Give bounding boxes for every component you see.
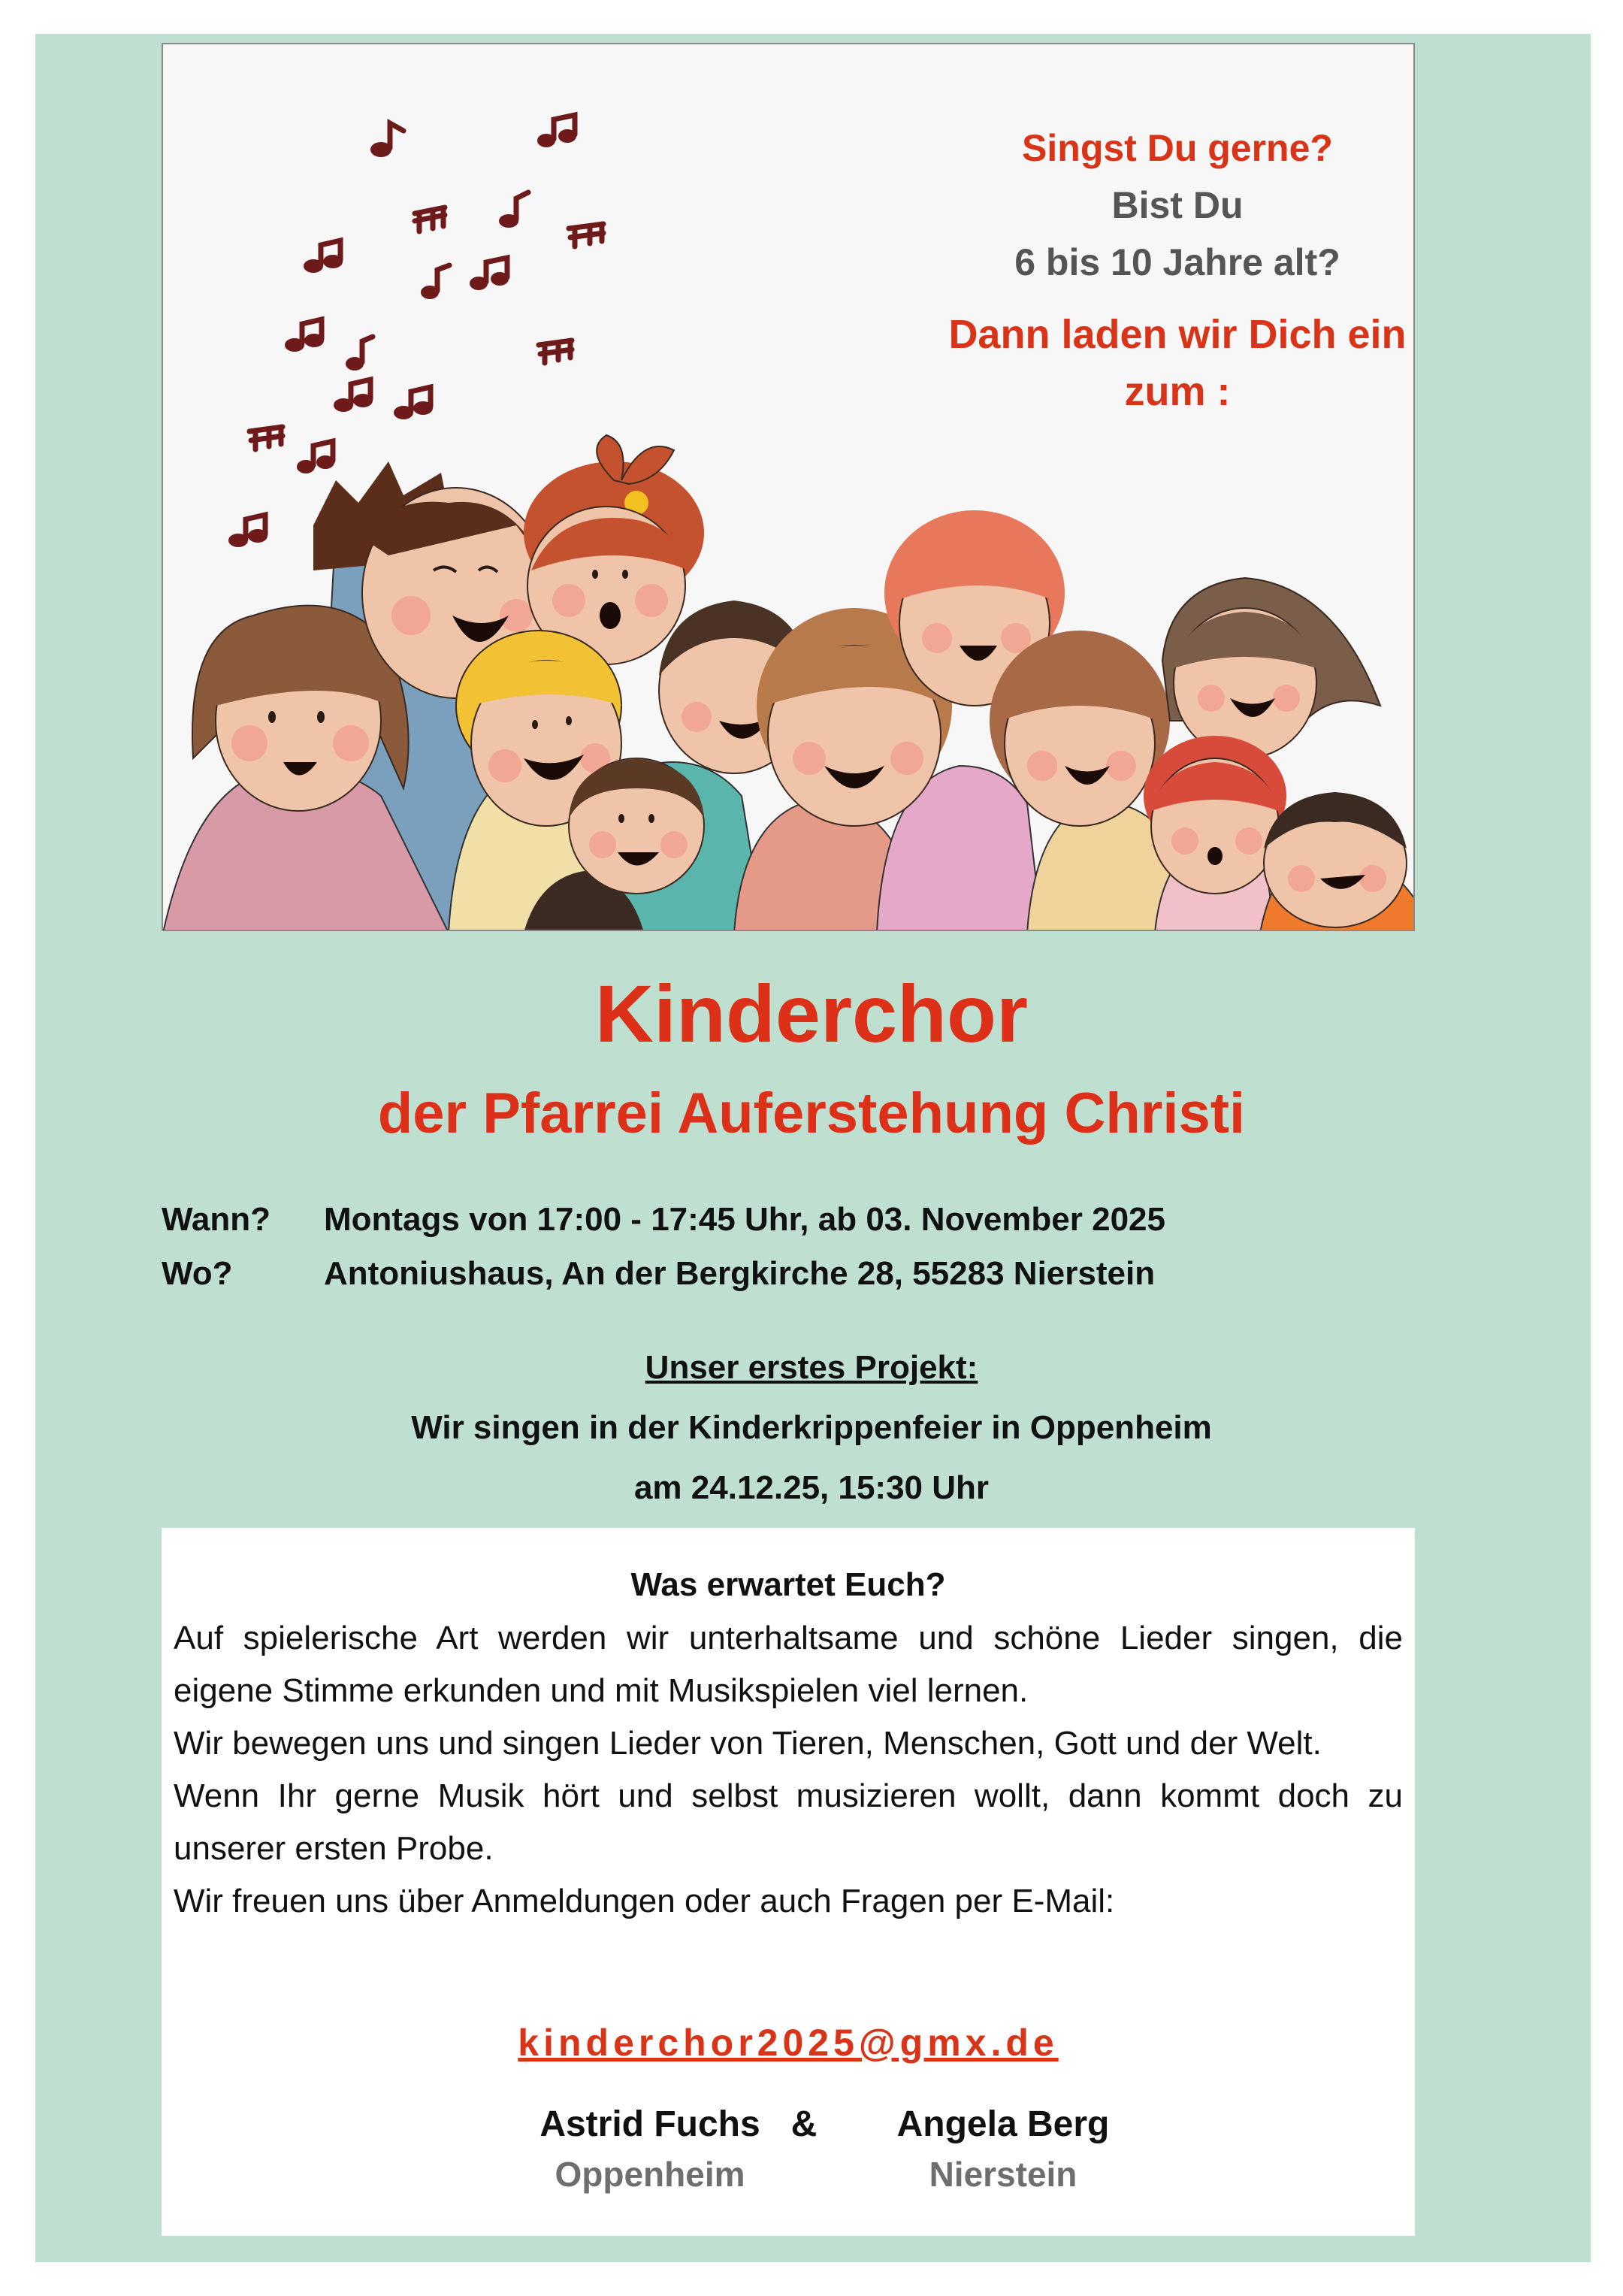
contact1-place: Oppenheim: [555, 2155, 745, 2194]
choir-illustration: [162, 43, 1415, 931]
project-line1: Wir singen in der Kinderkrippenfeier in Oppenheim: [411, 1409, 1212, 1446]
project-heading: Unser erstes Projekt:: [645, 1349, 978, 1386]
page-subtitle: der Pfarrei Auferstehung Christi: [377, 1081, 1246, 1145]
intro-age-line1: Bist Du: [1111, 184, 1244, 226]
info-box: [162, 1528, 1415, 2236]
intro-question: Singst Du gerne?: [1022, 127, 1333, 169]
when-value: Montags von 17:00 - 17:45 Uhr, ab 03. November 2025: [324, 1201, 1166, 1238]
where-label: Wo?: [162, 1255, 233, 1292]
intro-age-line2: 6 bis 10 Jahre alt?: [1014, 241, 1340, 283]
music-notes-decoration: [228, 115, 603, 547]
box-paragraph-1: Auf spielerische Art werden wir unterhaltsame und schöne Lieder singen, die eigene Stimme erkunden und mit Musikspielen viel lernen.: [174, 1620, 1403, 1709]
box-paragraph-4: Wir freuen uns über Anmeldungen oder auch Fragen per E-Mail:: [174, 1883, 1115, 1919]
box-paragraph-3: Wenn Ihr gerne Musik hört und selbst musizieren wollt, dann kommt doch zu unserer ersten Probe.: [174, 1777, 1403, 1867]
when-label: Wann?: [162, 1201, 270, 1238]
contact1-name: Astrid Fuchs: [539, 2104, 760, 2144]
ampersand: &: [790, 2104, 818, 2144]
box-heading: Was erwartet Euch?: [630, 1566, 946, 1603]
where-row: [162, 1248, 1155, 1300]
project-line2: am 24.12.25, 15:30 Uhr: [633, 1469, 990, 1506]
contact2-name: Angela Berg: [896, 2104, 1110, 2144]
intro-invite-line2: zum :: [1124, 369, 1231, 414]
page-title: Kinderchor: [594, 968, 1029, 1059]
intro-text: [854, 119, 1415, 420]
project-section: [0, 1338, 1623, 1518]
box-body: [174, 1612, 1403, 1928]
email-link[interactable]: kinderchor2025@gmx.de: [518, 2022, 1059, 2064]
box-paragraph-2: Wir bewegen uns und singen Lieder von Tieren, Menschen, Gott und der Welt.: [174, 1725, 1322, 1762]
where-value: Antoniushaus, An der Bergkirche 28, 55283 Nierstein: [324, 1255, 1156, 1292]
intro-invite-line1: Dann laden wir Dich ein: [948, 312, 1407, 357]
when-row: [162, 1193, 1165, 1246]
contact2-place: Nierstein: [929, 2155, 1077, 2194]
